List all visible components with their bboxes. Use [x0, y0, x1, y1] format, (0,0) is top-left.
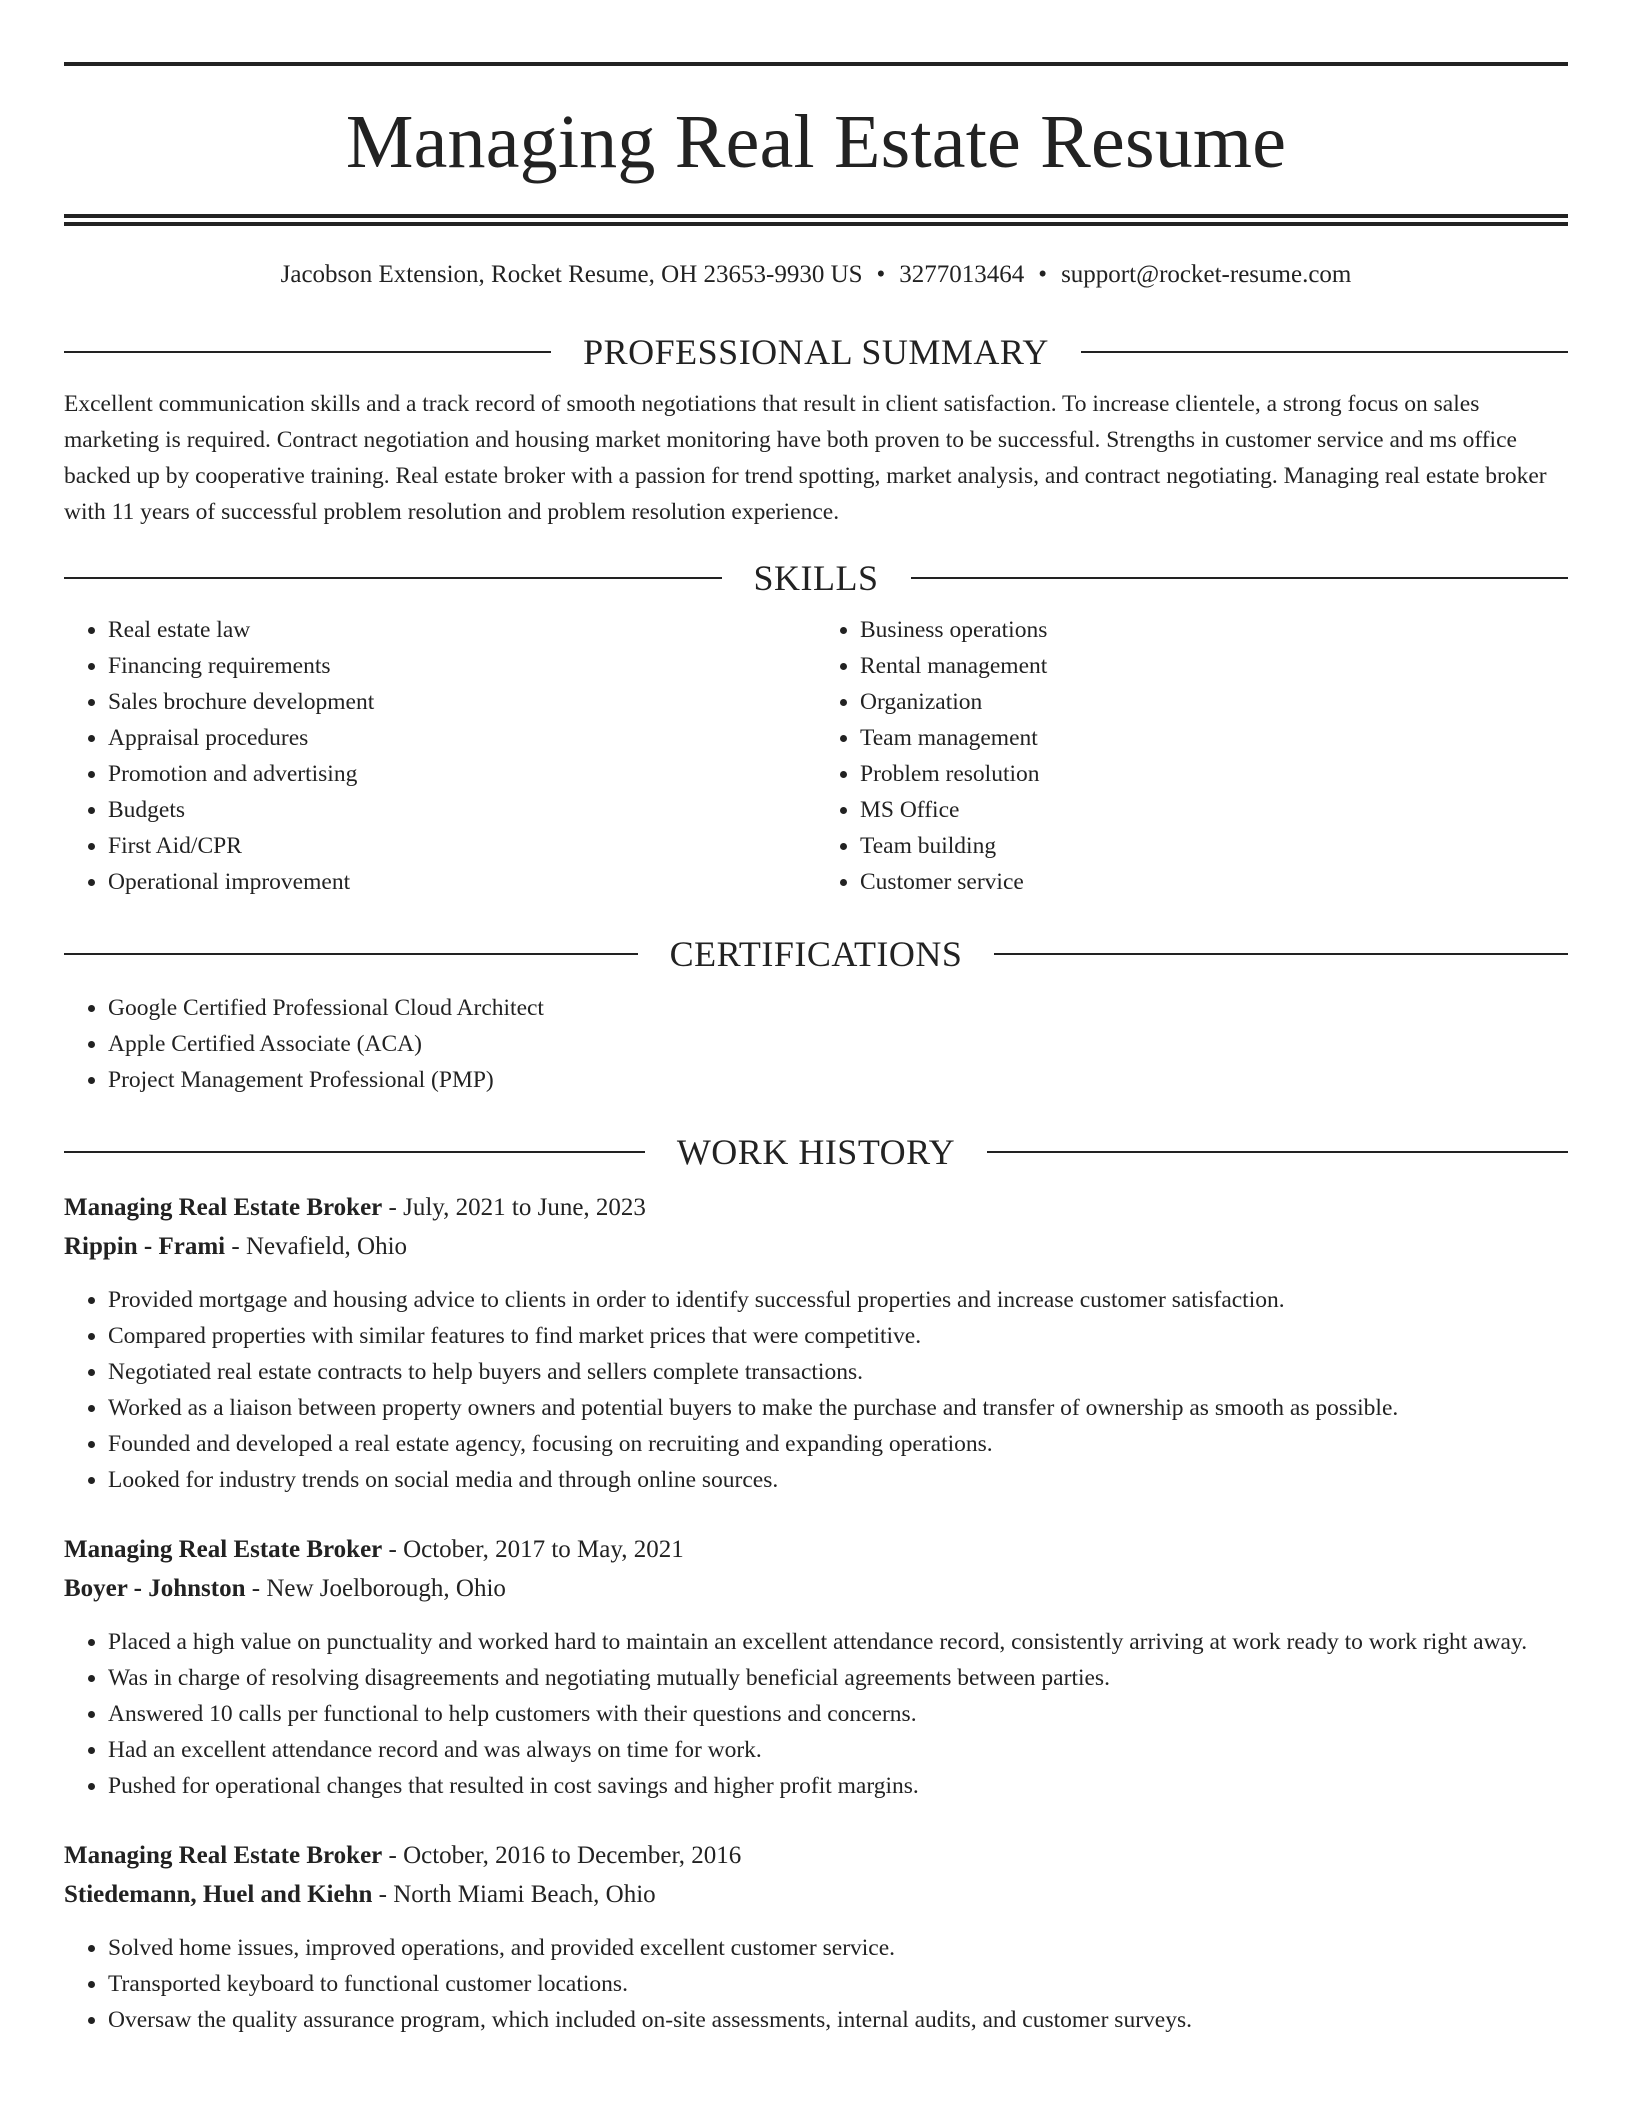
- certifications-list: [64, 990, 1568, 1098]
- contact-separator: •: [876, 261, 886, 288]
- job-duties-list: [64, 1930, 1568, 2038]
- job-duty-item: • Placed a high value on punctuality and worked hard to maintain an excellent attendance record, consistently arriving at work ready to work right away.: [108, 1624, 1568, 1660]
- section-rule-left: [64, 577, 722, 579]
- job-dates: - July, 2021 to June, 2023: [382, 1194, 646, 1221]
- section-rule-right: [994, 953, 1568, 955]
- skill-item: • Customer service: [860, 864, 1568, 900]
- resume-title: Managing Real Estate Resume: [345, 100, 1287, 184]
- job-duty-item: • Compared properties with similar features to find market prices that were competitive.: [108, 1318, 1568, 1354]
- section-header-work-history: [64, 1134, 1568, 1170]
- job-duty-item: • Negotiated real estate contracts to help buyers and sellers complete transactions.: [108, 1354, 1568, 1390]
- skill-item: • Financing requirements: [108, 648, 816, 684]
- job-duty-item: • Pushed for operational changes that resulted in cost savings and higher profit margins.: [108, 1768, 1568, 1804]
- job-location: - North Miami Beach, Ohio: [372, 1881, 656, 1908]
- job-duty-item: • Solved home issues, improved operations, and provided excellent customer service.: [108, 1930, 1568, 1966]
- job-entry: [64, 1836, 1568, 2038]
- work-history-list: [64, 1188, 1568, 2038]
- job-dates: - October, 2017 to May, 2021: [382, 1536, 684, 1563]
- certification-item: • Project Management Professional (PMP): [108, 1062, 1568, 1098]
- skill-item: • Real estate law: [108, 612, 816, 648]
- section-header-certifications: [64, 936, 1568, 972]
- section-rule-left: [64, 351, 551, 353]
- job-title-line: [64, 1188, 1568, 1227]
- skill-item: • Rental management: [860, 648, 1568, 684]
- job-title: Managing Real Estate Broker: [64, 1194, 383, 1221]
- skill-item: • Problem resolution: [860, 756, 1568, 792]
- section-rule-left: [64, 953, 638, 955]
- section-rule-right: [987, 1151, 1568, 1153]
- job-duty-item: • Founded and developed a real estate agency, focusing on recruiting and expanding operations.: [108, 1426, 1568, 1462]
- section-title-summary: PROFESSIONAL SUMMARY: [583, 332, 1049, 372]
- section-rule-right: [1081, 351, 1568, 353]
- title-double-rule: [64, 214, 1568, 226]
- skill-item: • Sales brochure development: [108, 684, 816, 720]
- job-duty-item: • Was in charge of resolving disagreements and negotiating mutually beneficial agreements between parties.: [108, 1660, 1568, 1696]
- certification-item: • Google Certified Professional Cloud Architect: [108, 990, 1568, 1026]
- job-duties-list: [64, 1282, 1568, 1498]
- skill-item: • Organization: [860, 684, 1568, 720]
- skills-list-right: [816, 612, 1568, 900]
- skill-item: • Budgets: [108, 792, 816, 828]
- skills-list-left: [64, 612, 816, 900]
- section-title-skills: SKILLS: [753, 558, 879, 598]
- job-duty-item: • Answered 10 calls per functional to help customers with their questions and concerns.: [108, 1696, 1568, 1732]
- job-duty-item: • Worked as a liaison between property owners and potential buyers to make the purchase and transfer of ownership as smooth as possible.: [108, 1390, 1568, 1426]
- job-title: Managing Real Estate Broker: [64, 1536, 383, 1563]
- skill-item: • Team management: [860, 720, 1568, 756]
- skill-item: • First Aid/CPR: [108, 828, 816, 864]
- contact-separator: •: [1038, 261, 1048, 288]
- section-rule-left: [64, 1151, 645, 1153]
- job-title-line: [64, 1530, 1568, 1569]
- job-duty-item: • Provided mortgage and housing advice to clients in order to identify successful properties and increase customer satisfaction.: [108, 1282, 1568, 1318]
- section-title-certifications: CERTIFICATIONS: [669, 934, 963, 974]
- job-duty-item: • Had an excellent attendance record and was always on time for work.: [108, 1732, 1568, 1768]
- job-title-line: [64, 1836, 1568, 1875]
- certification-item: • Apple Certified Associate (ACA): [108, 1026, 1568, 1062]
- section-rule-right: [911, 577, 1569, 579]
- job-title: Managing Real Estate Broker: [64, 1842, 383, 1869]
- job-company: Rippin - Frami: [64, 1233, 226, 1260]
- contact-email: support@rocket-resume.com: [1061, 261, 1352, 288]
- skill-item: • MS Office: [860, 792, 1568, 828]
- job-location: - New Joelborough, Ohio: [245, 1575, 506, 1602]
- skill-item: • Promotion and advertising: [108, 756, 816, 792]
- job-duties-list: [64, 1624, 1568, 1804]
- skill-item: • Business operations: [860, 612, 1568, 648]
- professional-summary-text: Excellent communication skills and a track record of smooth negotiations that result in client satisfaction. To increase clientele, a strong focus on sales marketing is required. Contract negotiation and housing market monitoring have both proven to be successful. Strengths in customer service and ms office backed up by cooperative training. Real estate broker with a passion for trend spotting, market analysis, and contract negotiating. Managing real estate broker with 11 years of successful problem resolution and problem resolution experience.: [64, 391, 1547, 525]
- job-entry: [64, 1188, 1568, 1498]
- skill-item: • Operational improvement: [108, 864, 816, 900]
- section-header-skills: [64, 560, 1568, 596]
- section-title-work-history: WORK HISTORY: [676, 1132, 956, 1172]
- contact-phone: 3277013464: [899, 261, 1025, 288]
- job-company: Boyer - Johnston: [64, 1575, 246, 1602]
- skill-item: • Team building: [860, 828, 1568, 864]
- job-duty-item: • Looked for industry trends on social media and through online sources.: [108, 1462, 1568, 1498]
- contact-line: [64, 260, 1568, 290]
- section-header-summary: [64, 334, 1568, 370]
- job-company-line: [64, 1569, 1568, 1608]
- job-entry: [64, 1530, 1568, 1804]
- job-location: - Nevafield, Ohio: [225, 1233, 408, 1260]
- skill-item: • Appraisal procedures: [108, 720, 816, 756]
- contact-address: Jacobson Extension, Rocket Resume, OH 23653-9930 US: [280, 261, 863, 288]
- job-company-line: [64, 1875, 1568, 1914]
- job-company-line: [64, 1227, 1568, 1266]
- job-company: Stiedemann, Huel and Kiehn: [64, 1881, 373, 1908]
- skills-grid: [64, 612, 1568, 900]
- job-duty-item: • Transported keyboard to functional customer locations.: [108, 1966, 1568, 2002]
- job-dates: - October, 2016 to December, 2016: [382, 1842, 742, 1869]
- job-duty-item: • Oversaw the quality assurance program, which included on-site assessments, internal audits, and customer surveys.: [108, 2002, 1568, 2038]
- top-rule: [64, 62, 1568, 66]
